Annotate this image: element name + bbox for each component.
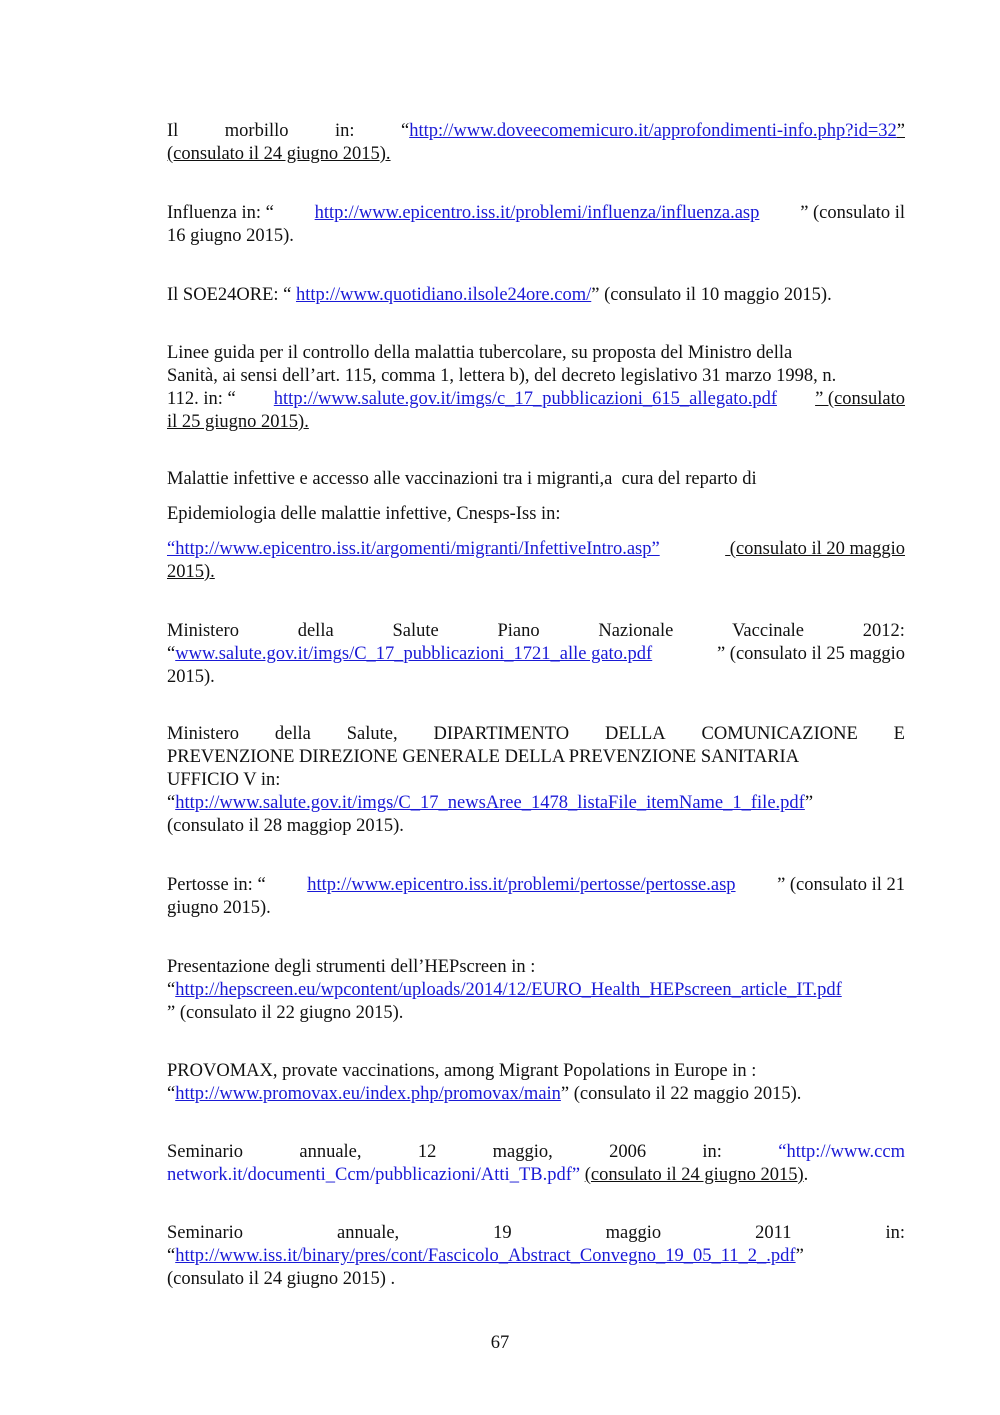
entry-text: Epidemiologia delle malattie infettive, Cnesps-Iss in: [167,504,561,524]
bibliography-entry [167,1141,905,1187]
entry-text: ” (consulato [815,389,905,409]
entry-line: PREVENZIONE DIREZIONE GENERALE DELLA PREVENZIONE SANITARIA [167,747,800,767]
reference-link[interactable]: http://www.epicentro.iss.it/problemi/pertosse/pertosse.asp [307,875,736,895]
bibliography-entry [167,1060,905,1106]
quote-mark: “ [167,980,176,1000]
entry-text: . [803,1165,809,1185]
entry-text: ” (consulato il 22 maggio 2015). [560,1084,802,1104]
reference-link[interactable]: http://hepscreen.eu/wpcontent/uploads/2014/12/EURO_Health_HEPscreen_article_IT.pdf [175,980,842,1000]
entry-text: 2011 [755,1223,792,1243]
entry-line: Linee guida per il controllo della malattia tubercolare, su proposta del Ministro della [167,343,793,363]
entry-text: maggio, [492,1142,553,1162]
entry-text: 2006 [609,1142,647,1162]
entry-line: Sanità, ai sensi dell’art. 115, comma 1, lettera b), del decreto legislativo 31 marzo 1998, n. [167,366,837,386]
quote-mark: “ [167,1084,176,1104]
entry-line: Malattie infettive e accesso alle vaccinazioni tra i migranti,a cura del reparto di [167,469,757,489]
entry-text: annuale, [337,1223,400,1243]
entry-text: in: [885,1223,905,1243]
reference-link[interactable]: http://www.salute.gov.it/imgs/C_17_newsAree_1478_listaFile_itemName_1_file.pdf [175,793,805,813]
consultation-date: il 25 giugno 2015). [167,412,309,432]
reference-link[interactable]: http://www.quotidiano.ilsole24ore.com/ [295,285,592,305]
quote-mark: “ [400,121,410,141]
consultation-date: giugno 2015). [167,898,271,918]
entry-line: PROVOMAX, provate vaccinations, among Migrant Popolations in Europe in : [167,1061,757,1081]
bibliography-entry [167,202,905,248]
quote-mark: ” [804,793,814,813]
entry-text: Seminario [167,1223,244,1243]
quote-mark: ” [896,121,905,141]
reference-link[interactable]: http://www.epicentro.iss.it/problemi/influenza/influenza.asp [314,203,760,223]
entry-text: morbillo [224,121,289,141]
bibliography-entry [167,620,905,689]
reference-link[interactable]: “http://www.epicentro.iss.it/argomenti/migranti/InfettiveIntro.asp” [167,539,660,559]
bibliography-entry [167,468,905,584]
quote-mark: “ [167,793,176,813]
entry-text: in: [334,121,355,141]
entry-text: 12 [417,1142,437,1162]
reference-link[interactable]: network.it/documenti_Ccm/pubblicazioni/Atti_TB.pdf” [167,1165,581,1185]
bibliography-entry [167,120,905,166]
entry-text: Il SOE24ORE: “ [167,285,296,305]
bibliography-entry [167,956,905,1025]
quote-mark: ” [795,1246,804,1266]
entry-text: maggio [605,1223,662,1243]
entry-text: Pertosse in: “ [167,875,266,895]
entry-text: ” (consulato il 10 maggio 2015). [591,285,832,305]
consultation-date: ” (consulato il 22 giugno 2015). [167,1003,404,1023]
entry-text: UFFICIO V in: [167,770,281,790]
entry-text: Presentazione degli strumenti dell’HEPscreen in : [167,957,536,977]
bibliography-entry [167,874,905,920]
reference-link[interactable]: http://www.promovax.eu/index.php/promovax/main [175,1084,561,1104]
reference-link[interactable]: http://www.salute.gov.it/imgs/c_17_pubblicazioni_615_allegato.pdf [273,389,777,409]
consultation-date: (consulato il 24 giugno 2015) . [167,1269,396,1289]
bibliography-entry [167,723,905,838]
entry-line: Ministero della Salute Piano Nazionale Vaccinale 2012: [167,621,905,641]
consultation-date: (consulato il 24 giugno 2015). [167,144,391,164]
reference-link[interactable]: www.salute.gov.it/imgs/C_17_pubblicazioni_1721_alle gato.pdf [175,644,653,664]
consultation-date: 2015). [167,667,215,687]
entry-text: in: [702,1142,722,1162]
consultation-date: 16 giugno 2015). [167,226,294,246]
bibliography-entry [167,1222,905,1291]
entry-text: annuale, [299,1142,362,1162]
entry-text: Seminario [167,1142,244,1162]
entry-text: ” (consulato il [800,203,905,223]
reference-link[interactable]: http://www.doveecomemicuro.it/approfondimenti-info.php?id=32 [409,121,897,141]
reference-link[interactable]: “http://www.ccm [778,1142,905,1162]
entry-text: Il [167,121,179,141]
entry-text: ” (consulato il 25 maggio [716,644,905,664]
entry-text: 112. in: “ [167,389,236,409]
reference-link[interactable]: http://www.iss.it/binary/pres/cont/Fascicolo_Abstract_Convegno_19_05_11_2_.pdf [175,1246,796,1266]
bibliography-entry [167,284,905,307]
entry-text: Influenza in: “ [167,203,274,223]
entry-text: 19 [493,1223,512,1243]
page-number: 67 [490,1333,510,1353]
entry-text: (consulato il 20 maggio [725,539,905,559]
consultation-date: (consulato il 28 maggiop 2015). [167,816,404,836]
quote-mark: “ [167,644,176,664]
quote-mark: “ [167,1246,176,1266]
entry-text: ” (consulato il 21 [777,875,905,895]
consultation-date: (consulato il 24 giugno 2015) [584,1165,804,1185]
entry-line: Ministero della Salute, DIPARTIMENTO DELLA COMUNICAZIONE E [167,724,905,744]
consultation-date: 2015). [167,562,215,582]
bibliography-entry [167,342,905,434]
